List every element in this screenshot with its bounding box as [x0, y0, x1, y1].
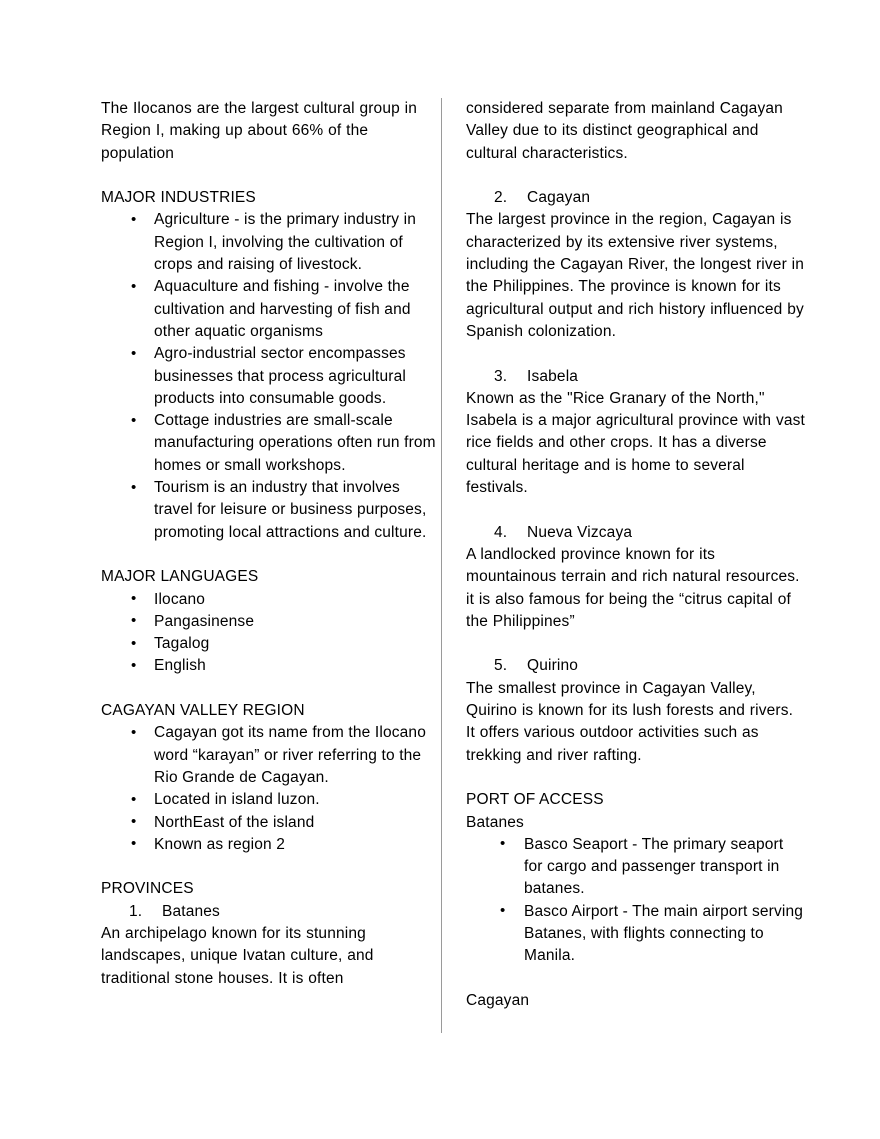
- list-item: [101, 655, 441, 677]
- province-entry-quirino: [466, 655, 806, 677]
- province-name: Cagayan: [527, 189, 591, 207]
- major-industries-heading: MAJOR INDUSTRIES: [101, 189, 256, 207]
- list-item-text: Known as region 2: [154, 835, 286, 853]
- province-number: 3.: [494, 367, 508, 385]
- province-number: 2.: [494, 189, 508, 207]
- list-item: [101, 834, 441, 856]
- major-languages-heading: MAJOR LANGUAGES: [101, 568, 259, 586]
- spacer: [466, 165, 806, 187]
- list-item-text: Agro-industrial sector encompasses businesses that process agricultural products into consumable goods.: [154, 345, 406, 407]
- province-description-cagayan: The largest province in the region, Cagayan is characterized by its extensive river systems, including the Cagayan River, the longest river in the Philippines. The province is known for its agricultural output and rich history influenced by Spanish colonization.: [466, 211, 805, 340]
- spacer: [466, 767, 806, 789]
- list-item-text: Ilocano: [154, 590, 206, 608]
- list-item-text: Located in island luzon.: [154, 791, 320, 809]
- spacer: [466, 633, 806, 655]
- list-item: [101, 633, 441, 655]
- province-description-quirino: The smallest province in Cagayan Valley, Quirino is known for its lush forests and rivers. It offers various outdoor activities such as trekking and river rafting.: [466, 679, 794, 764]
- list-item: [101, 611, 441, 633]
- list-item: [101, 276, 441, 343]
- intro-paragraph: The Ilocanos are the largest cultural group in Region I, making up about 66% of the population: [101, 100, 418, 162]
- province-entry-nueva-vizcaya: [466, 522, 806, 544]
- list-item-text: English: [154, 657, 206, 675]
- spacer: [101, 544, 441, 566]
- province-name: Quirino: [527, 657, 579, 675]
- province-number: 4.: [494, 523, 508, 541]
- list-item: [466, 834, 806, 901]
- list-item-text: Cagayan got its name from the Ilocano word “karayan” or river referring to the Rio Grande de Cagayan.: [154, 724, 426, 786]
- province-entry-cagayan: [466, 187, 806, 209]
- left-column: [101, 98, 441, 990]
- list-item: [101, 209, 441, 276]
- list-item: [101, 812, 441, 834]
- list-item-text: Tagalog: [154, 635, 210, 653]
- port-subheading-batanes: Batanes: [466, 813, 524, 831]
- column-divider: [441, 98, 442, 1033]
- right-column: [466, 98, 806, 1012]
- list-item: [101, 722, 441, 789]
- spacer: [466, 343, 806, 365]
- province-entry-isabela: [466, 366, 806, 388]
- list-item: [101, 477, 441, 544]
- port-of-access-heading: PORT OF ACCESS: [466, 791, 604, 809]
- port-subheading-cagayan: Cagayan: [466, 991, 530, 1009]
- list-item-text: Cottage industries are small-scale manufacturing operations often run from homes or small workshops.: [154, 412, 436, 474]
- list-item: [101, 789, 441, 811]
- province-entry-batanes: [101, 901, 441, 923]
- province-name: Batanes: [162, 902, 220, 920]
- list-item: [466, 901, 806, 968]
- list-item-text: Agriculture - is the primary industry in Region I, involving the cultivation of crops and raising of livestock.: [154, 211, 417, 274]
- list-item-text: Tourism is an industry that involves travel for leisure or business purposes, promoting local attractions and culture.: [154, 479, 427, 541]
- list-item-text: Aquaculture and fishing - involve the cultivation and harvesting of fish and other aquatic organisms: [154, 278, 411, 340]
- continuation-paragraph: considered separate from mainland Cagayan Valley due to its distinct geographical and cultural characteristics.: [466, 100, 783, 162]
- spacer: [101, 678, 441, 700]
- list-item: [101, 343, 441, 410]
- provinces-heading: PROVINCES: [101, 880, 194, 898]
- cagayan-valley-region-heading: CAGAYAN VALLEY REGION: [101, 702, 305, 720]
- spacer: [466, 499, 806, 521]
- province-description-nueva-vizcaya: A landlocked province known for its mountainous terrain and rich natural resources. it is also famous for being the “citrus capital of the Philippines”: [466, 545, 800, 630]
- cagayan-valley-region-list: [101, 722, 441, 856]
- province-name: Isabela: [527, 367, 579, 385]
- province-name: Nueva Vizcaya: [527, 523, 633, 541]
- major-industries-list: [101, 209, 441, 543]
- province-number: 5.: [494, 657, 508, 675]
- spacer: [466, 968, 806, 990]
- list-item-text: Pangasinense: [154, 612, 255, 630]
- major-languages-list: [101, 589, 441, 678]
- batanes-ports-list: [466, 834, 806, 968]
- list-item: [101, 589, 441, 611]
- list-item-text: Basco Seaport - The primary seaport for cargo and passenger transport in batanes.: [524, 835, 784, 898]
- spacer: [101, 856, 441, 878]
- province-description-isabela: Known as the "Rice Granary of the North," Isabela is a major agricultural province with vast rice fields and other crops. It has a diverse cultural heritage and is home to several festivals.: [466, 389, 806, 497]
- spacer: [101, 165, 441, 187]
- province-description-batanes: An archipelago known for its stunning landscapes, unique Ivatan culture, and traditional stone houses. It is often: [101, 924, 374, 987]
- two-column-body: [0, 98, 880, 1033]
- list-item-text: NorthEast of the island: [154, 813, 315, 831]
- province-number: 1.: [129, 902, 143, 920]
- list-item-text: Basco Airport - The main airport serving Batanes, with flights connecting to Manila.: [524, 902, 804, 965]
- list-item: [101, 410, 441, 477]
